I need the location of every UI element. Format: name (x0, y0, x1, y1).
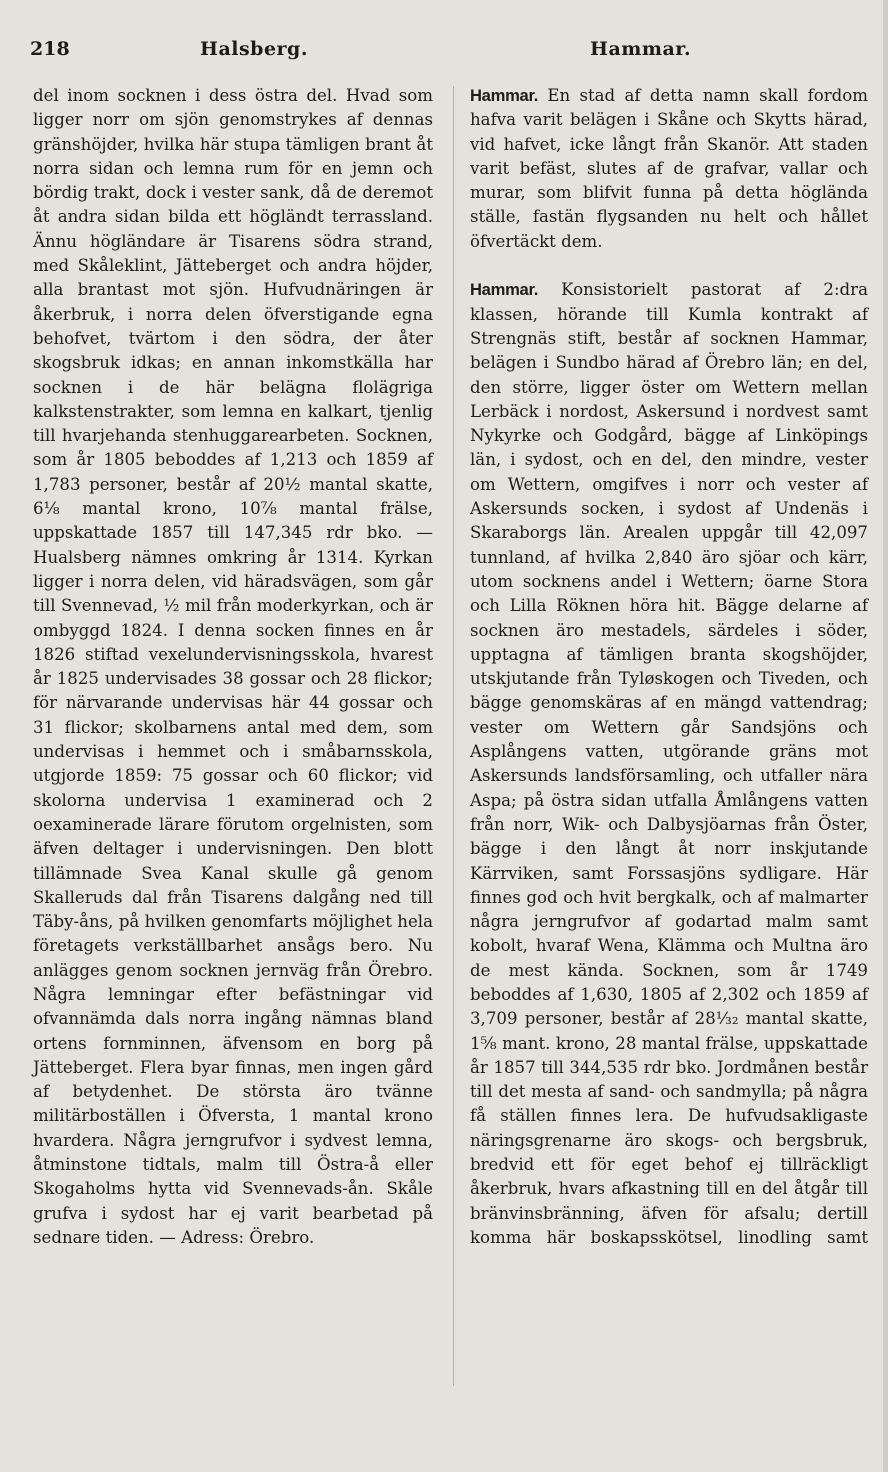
entry-headword: Hammar. (470, 280, 539, 300)
column-divider (453, 86, 454, 1386)
page-header (0, 38, 888, 70)
entry-text: Konsistorielt pastorat af 2:dra klassen, hörande till Kumla kontrakt af Strengnäs stift, består af socknen Hammar, belägen i Sundbo härad af Örebro län; en del, den större, ligger öster om Wettern mellan Lerbäck i nordost, Askersund i nordvest samt Nykyrke och Godgård, bägge af Linköpings län, i sydost, och en del, den mindre, vester om Wettern, omgifves i norr och vester af Askersunds socken, i sydost af Undenäs i Skaraborgs län. Arealen uppgår till 42,097 tunnland, af hvilka 2,840 äro sjöar och kärr, utom socknens andel i Wettern; öarne Stora och Lilla Röknen höra hit. Bägge delarne af socknen äro mestadels, särdeles i söder, upptagna af tämligen branta skogshöjder, utskjutande från Tyløskogen och Tiveden, och bägge genomskäras af en mängd vattendrag; vester om Wettern går Sandsjöns och Asplångens vatten, utgörande gräns mot Askersunds landsförsamling, och utfaller nära Aspa; på östra sidan utfalla Åmlångens vatten från norr, Wik- och Dalbysjöarnas från Öster, bägge i den långt åt norr inskjutande Kärrviken, samt Forssasjöns sydligare. Här finnes god och hvit bergkalk, och af malmarter några jerngrufvor af godartad malm samt kobolt, hvaraf Wena, Klämma och Multna äro de mest kända. Socknen, som år 1749 beboddes af 1,630, 1805 af 2,302 och 1859 af 3,709 personer, består af 28¹⁄₃₂ mantal skatte, 1⅝ mant. krono, 28 mantal frälse, uppskattade år 1857 till 344,535 rdr bko. Jordmånen består till det mesta af sand- och sandmylla; på några få ställen finnes lera. De hufvudsakligaste näringsgrenarne äro skogs- och bergsbruk, bredvid ett för eget behof ej tillräckligt åkerbruk, hvars afkastning till en del åtgår till bränvinsbränning, äfven för afsalu; dertill komma här boskapsskötsel, linodling samt (470, 280, 868, 1247)
right-column (470, 84, 868, 1250)
entry-headword: Hammar. (470, 86, 539, 105)
entry-hammar-town (470, 84, 868, 254)
running-head-left: Halsberg. (200, 38, 308, 60)
page-edge (883, 0, 888, 1472)
running-head-right: Hammar. (590, 38, 692, 60)
left-column (33, 84, 433, 1250)
halsberg-entry-continuation: del inom socknen i dess östra del. Hvad som ligger norr om sjön genomstrykes af dennas gränshöjder, hvilka här stupa tämligen brant åt norra sidan och lemna rum för en jemn och bördig trakt, dock i vester sank, då de deremot åt andra sidan bilda ett högländt terrassland. Ännu högländare är Tisarens södra strand, med Skåleklint, Jätteberget och andra höjder, alla brantast mot sjön. Hufvudnäringen är åkerbruk, i norra delen öfverstigande egna behofvet, tvärtom i den södra, der åter skogsbruk idkas; en annan inkomstkälla har socknen i de här belägna flolägriga kalkstenstrakter, som lemna en kalkart, tjenlig till hvarjehanda stenhuggarearbeten. Socknen, som år 1805 beboddes af 1,213 och 1859 af 1,783 personer, består af 20½ mantal skatte, 6⅛ mantal krono, 10⅞ mantal frälse, uppskattade 1857 till 147,345 rdr bko. — Hualsberg nämnes omkring år 1314. Kyrkan ligger i norra delen, vid häradsvägen, som går till Svennevad, ½ mil från moderkyrkan, och är ombyggd 1824. I denna socken finnes en år 1826 stiftad vexelundervisningsskola, hvarest år 1825 undervisades 38 gossar och 28 flickor; för närvarande undervisas här 44 gossar och 31 flickor; skolbarnens antal med dem, som undervisas i hemmet och i småbarnsskola, utgjorde 1859: 75 gossar och 60 flickor; vid skolorna undervisa 1 examinerad och 2 oexaminerade lärare förutom orgelnisten, som äfven deltager i undervisningen. Den blott tillämnade Svea Kanal skulle gå genom Skalleruds dal från Tisarens dalgång ned till Täby-åns, på hvilken genomfarts möjlighet hela företagets verkställbarhet ansågs bero. Nu anlägges genom socknen jernväg från Örebro. Några lemningar efter befästningar vid ofvannämda dals norra ingång nämnas bland ortens fornminnen, äfvensom en borg på Jätteberget. Flera byar finnas, men ingen gård af betydenhet. De största äro tvänne militärboställen i Öfversta, 1 mantal krono hvardera. Några jerngrufvor i sydvest lemna, åtminstone tidtals, malm till Östra-å eller Skogaholms hytta vid Svennevads-ån. Skåle grufva i sydost har ej varit bearbetad på sednare tiden. — Adress: Örebro. (33, 86, 433, 1247)
entry-text: En stad af detta namn skall fordom hafva varit belägen i Skåne och Skytts härad, vid hafvet, icke långt från Skanör. Att staden varit befäst, slutes af de grafvar, vallar och murar, som blifvit funna på detta höglända ställe, fastän flygsanden nu helt och hållet öfvertäckt dem. (470, 86, 868, 251)
page-number: 218 (30, 38, 70, 60)
entry-hammar-parish (470, 278, 868, 1250)
